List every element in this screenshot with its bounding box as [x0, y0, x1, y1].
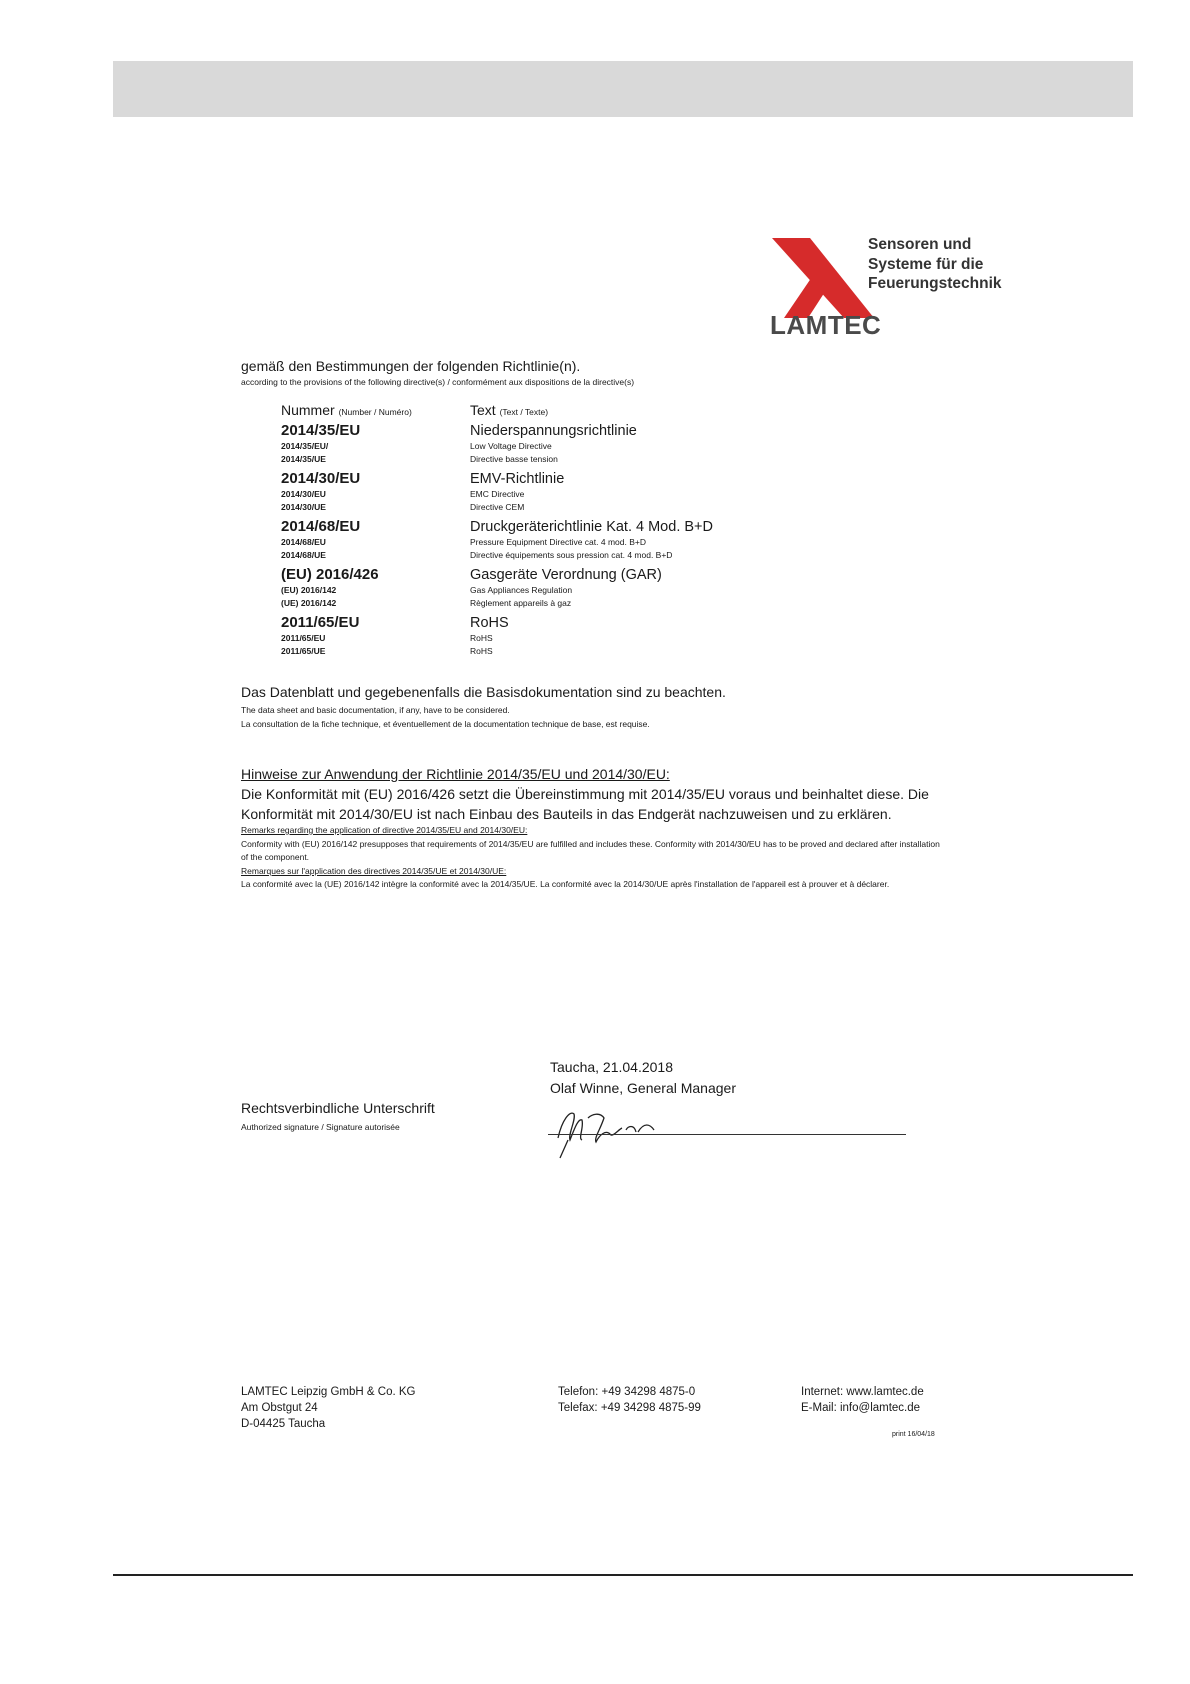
footer-company: LAMTEC Leipzig GmbH & Co. KG Am Obstgut 24 D-04425 Taucha — [241, 1386, 416, 1430]
bottom-rule — [113, 1574, 1133, 1576]
logo-wordmark: LAMTEC — [770, 310, 882, 340]
table-row: 2014/35/EU 2014/35/EU/ 2014/35/UE Niederspannungsrichtlinie Low Voltage Directive Directive basse tension — [281, 422, 637, 464]
table-row: 2014/68/EU 2014/68/EU 2014/68/UE Druckgeräterichtlinie Kat. 4 Mod. B+D Pressure Equipment Directive cat. 4 mod. B+D Directive équipements sous pression cat. 4 mod. B+D — [281, 518, 713, 560]
signature-label: Rechtsverbindliche Unterschrift — [241, 1100, 435, 1116]
remarks-body-de: Die Konformität mit (EU) 2016/426 setzt die Übereinstimmung mit 2014/35/EU voraus und beinhaltet diese. Die Konformität mit 2014/30/EU ist nach Einbau des Bauteils in das Endgerät nachzuweisen und zu erklären. — [241, 786, 929, 822]
footer-phone: Telefon: +49 34298 4875-0 Telefax: +49 34298 4875-99 — [558, 1386, 701, 1414]
directive-table — [281, 402, 801, 662]
remarks-body-en: Conformity with (EU) 2016/142 presupposes that requirements of 2014/35/EU are fulfilled and includes these. Conformity with 2014/30/EU has to be proved and declared after installation of the component. — [241, 838, 940, 862]
remarks-title-en: Remarks regarding the application of directive 2014/35/EU and 2014/30/EU: — [241, 825, 528, 835]
datasheet-note-sub: The data sheet and basic documentation, if any, have to be considered. La consultation de la fiche technique, et éventuellement de la documentation technique de base, est requise. — [241, 705, 650, 729]
print-date: print 16/04/18 — [892, 1431, 935, 1438]
remarks-title-de: Hinweise zur Anwendung der Richtlinie 2014/35/EU und 2014/30/EU: — [241, 766, 670, 782]
header-band — [113, 61, 1133, 117]
table-row: 2014/30/EU 2014/30/EU 2014/30/UE EMV-Richtlinie EMC Directive Directive CEM — [281, 470, 565, 512]
logo-tagline: Sensoren und Systeme für die Feuerungstechnik — [868, 236, 1002, 292]
footer-web: Internet: www.lamtec.de E-Mail: info@lamtec.de — [801, 1386, 924, 1414]
intro-subtext: according to the provisions of the following directive(s) / conformément aux dispositions de la directive(s) — [241, 377, 635, 387]
remarks-section — [241, 764, 941, 892]
table-header: Nummer (Number / Numéro) Text (Text / Texte) — [281, 402, 549, 418]
datasheet-note: Das Datenblatt und gegebenenfalls die Basisdokumentation sind zu beachten. — [241, 684, 726, 700]
table-row: (EU) 2016/426 (EU) 2016/142 (UE) 2016/142 Gasgeräte Verordnung (GAR) Gas Appliances Regulation Règlement appareils à gaz — [281, 566, 662, 608]
signature-label-sub: Authorized signature / Signature autorisée — [241, 1122, 400, 1132]
handwritten-signature — [548, 1100, 688, 1160]
place-date: Taucha, 21.04.2018 — [550, 1059, 673, 1075]
intro-text: gemäß den Bestimmungen der folgenden Richtlinie(n). — [241, 358, 581, 374]
remarks-title-fr: Remarques sur l'application des directives 2014/35/UE et 2014/30/UE: — [241, 865, 507, 876]
signer-name: Olaf Winne, General Manager — [550, 1080, 736, 1096]
remarks-body-fr: La conformité avec la (UE) 2016/142 intègre la conformité avec la 2014/35/UE. La conformité avec la 2014/30/UE après l'installation de l'appareil est à prouver et à déclarer. — [241, 879, 890, 889]
signature-line — [548, 1134, 906, 1135]
table-row: 2011/65/EU 2011/65/EU 2011/65/UE RoHS RoHS RoHS — [281, 614, 509, 656]
